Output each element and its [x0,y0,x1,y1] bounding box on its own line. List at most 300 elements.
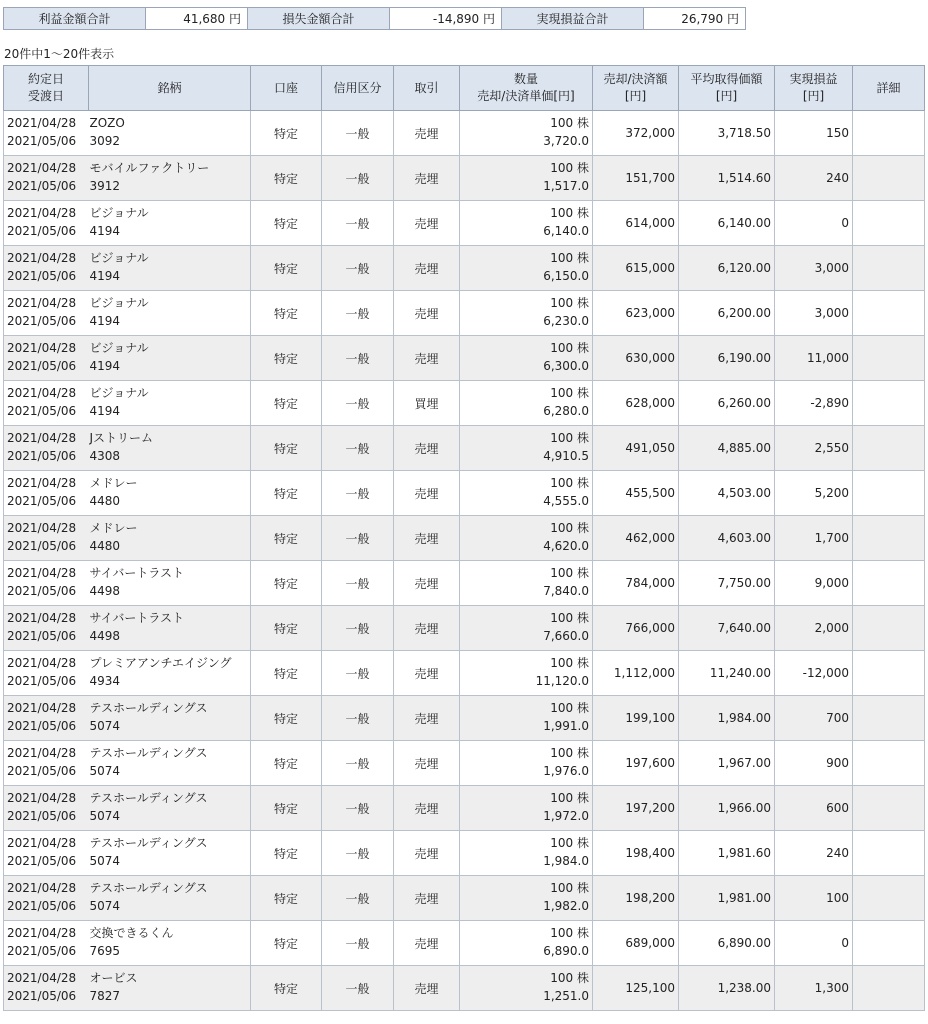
trade-date: 2021/04/28 [7,881,77,895]
credit-cell: 一般 [322,471,394,516]
stock-cell [89,561,251,606]
stock-cell [89,786,251,831]
quantity-cell [460,741,593,786]
settle-date: 2021/05/06 [7,134,77,148]
quantity-cell [460,381,593,426]
average-cost-cell: 7,750.00 [679,561,775,606]
detail-cell [853,471,925,516]
trade-type-cell: 売埋 [394,651,460,696]
stock-name: ビジョナル [89,206,149,220]
credit-cell: 一般 [322,786,394,831]
settle-date: 2021/05/06 [7,224,77,238]
header-amount [593,66,679,111]
realized-pl-cell: 100 [775,876,853,921]
unit-price: 1,991.0 [543,719,589,733]
detail-cell [853,336,925,381]
quantity: 100 株 [550,476,589,490]
average-cost-cell: 6,200.00 [679,291,775,336]
quantity: 100 株 [550,656,589,670]
settle-date: 2021/05/06 [7,809,77,823]
trade-type-cell: 売埋 [394,471,460,516]
trade-history-table [3,65,925,1011]
stock-code: 4194 [89,224,121,238]
settle-date: 2021/05/06 [7,854,77,868]
stock-code: 4194 [89,359,121,373]
settle-date: 2021/05/06 [7,899,77,913]
realized-pl-cell: 9,000 [775,561,853,606]
unit-price: 11,120.0 [535,674,589,688]
account-cell: 特定 [251,111,322,156]
summary-table [3,7,746,30]
trade-type-cell: 売埋 [394,606,460,651]
trade-date: 2021/04/28 [7,611,77,625]
stock-code: 3092 [89,134,121,148]
detail-cell [853,201,925,246]
stock-code: 5074 [89,899,121,913]
stock-code: 7695 [89,944,121,958]
quantity: 100 株 [550,611,589,625]
account-cell: 特定 [251,696,322,741]
settle-date: 2021/05/06 [7,449,77,463]
date-cell [4,516,89,561]
unit-price: 4,555.0 [543,494,589,508]
detail-cell [853,831,925,876]
account-cell: 特定 [251,741,322,786]
amount-cell: 491,050 [593,426,679,471]
table-row [4,921,925,966]
header-average-unit: [円] [715,89,738,103]
trade-date: 2021/04/28 [7,296,77,310]
quantity-cell [460,246,593,291]
stock-cell [89,246,251,291]
unit-price: 1,982.0 [543,899,589,913]
quantity-cell [460,966,593,1011]
date-cell [4,876,89,921]
average-cost-cell: 4,603.00 [679,516,775,561]
account-cell: 特定 [251,606,322,651]
average-cost-cell: 1,981.00 [679,876,775,921]
trade-type-cell: 売埋 [394,741,460,786]
account-cell: 特定 [251,876,322,921]
date-cell [4,696,89,741]
quantity-cell [460,831,593,876]
table-row [4,786,925,831]
settle-date: 2021/05/06 [7,359,77,373]
stock-code: 4480 [89,539,121,553]
realized-total-label: 実現損益合計 [502,8,644,30]
amount-cell: 630,000 [593,336,679,381]
credit-cell: 一般 [322,651,394,696]
date-cell [4,786,89,831]
stock-name: Jストリーム [89,431,154,445]
amount-cell: 628,000 [593,381,679,426]
amount-cell: 1,112,000 [593,651,679,696]
header-dates [4,66,89,111]
stock-cell [89,381,251,426]
unit-price: 3,720.0 [543,134,589,148]
date-cell [4,111,89,156]
quantity: 100 株 [550,116,589,130]
table-row [4,696,925,741]
stock-cell [89,111,251,156]
profit-total-label: 利益金額合計 [4,8,146,30]
stock-code: 4194 [89,269,121,283]
detail-cell [853,921,925,966]
unit-price: 7,660.0 [543,629,589,643]
stock-code: 5074 [89,854,121,868]
stock-code: 5074 [89,719,121,733]
date-cell [4,426,89,471]
table-row [4,336,925,381]
quantity: 100 株 [550,791,589,805]
trade-type-cell: 売埋 [394,291,460,336]
quantity: 100 株 [550,296,589,310]
amount-cell: 125,100 [593,966,679,1011]
average-cost-cell: 11,240.00 [679,651,775,696]
date-cell [4,921,89,966]
stock-code: 4308 [89,449,121,463]
account-cell: 特定 [251,291,322,336]
quantity-cell [460,696,593,741]
quantity: 100 株 [550,206,589,220]
account-cell: 特定 [251,966,322,1011]
unit-price: 7,840.0 [543,584,589,598]
detail-cell [853,876,925,921]
unit-price: 4,910.5 [543,449,589,463]
amount-cell: 623,000 [593,291,679,336]
amount-cell: 198,400 [593,831,679,876]
profit-total-value: 41,680 円 [146,8,248,30]
average-cost-cell: 1,984.00 [679,696,775,741]
average-cost-cell: 1,238.00 [679,966,775,1011]
date-cell [4,831,89,876]
unit-price: 1,972.0 [543,809,589,823]
average-cost-cell: 1,514.60 [679,156,775,201]
amount-cell: 197,200 [593,786,679,831]
settle-date: 2021/05/06 [7,404,77,418]
quantity-cell [460,876,593,921]
stock-code: 7827 [89,989,121,1003]
header-quantity [460,66,593,111]
stock-cell [89,831,251,876]
stock-name: テスホールディングス [89,791,208,805]
stock-cell [89,336,251,381]
credit-cell: 一般 [322,336,394,381]
stock-code: 3912 [89,179,121,193]
unit-price: 6,300.0 [543,359,589,373]
header-pl-label: 実現損益 [789,72,838,86]
trade-date: 2021/04/28 [7,116,77,130]
realized-pl-cell: -2,890 [775,381,853,426]
amount-cell: 197,600 [593,741,679,786]
table-row [4,561,925,606]
unit-price: 6,140.0 [543,224,589,238]
stock-name: ビジョナル [89,296,149,310]
realized-total-value: 26,790 円 [644,8,746,30]
stock-name: メドレー [89,476,138,490]
unit-price: 1,517.0 [543,179,589,193]
trade-date: 2021/04/28 [7,476,77,490]
result-count: 20件中1～20件表示 [4,47,115,61]
trade-date: 2021/04/28 [7,341,77,355]
header-credit: 信用区分 [322,66,394,111]
quantity-cell [460,471,593,516]
table-row [4,876,925,921]
quantity: 100 株 [550,881,589,895]
amount-cell: 198,200 [593,876,679,921]
header-account: 口座 [251,66,322,111]
account-cell: 特定 [251,921,322,966]
stock-name: ZOZO [89,116,125,130]
date-cell [4,606,89,651]
header-pl [775,66,853,111]
detail-cell [853,156,925,201]
quantity: 100 株 [550,386,589,400]
date-cell [4,651,89,696]
unit-price: 4,620.0 [543,539,589,553]
settle-date: 2021/05/06 [7,629,77,643]
amount-cell: 372,000 [593,111,679,156]
trade-type-cell: 売埋 [394,201,460,246]
average-cost-cell: 7,640.00 [679,606,775,651]
trade-date: 2021/04/28 [7,521,77,535]
account-cell: 特定 [251,651,322,696]
trade-date: 2021/04/28 [7,926,77,940]
header-average-label: 平均取得価額 [690,72,763,86]
account-cell: 特定 [251,831,322,876]
stock-name: テスホールディングス [89,746,208,760]
detail-cell [853,786,925,831]
quantity: 100 株 [550,566,589,580]
amount-cell: 784,000 [593,561,679,606]
trade-date: 2021/04/28 [7,746,77,760]
quantity: 100 株 [550,926,589,940]
stock-cell [89,201,251,246]
detail-cell [853,246,925,291]
stock-name: ビジョナル [89,251,149,265]
trade-type-cell: 売埋 [394,696,460,741]
settle-date: 2021/05/06 [7,764,77,778]
credit-cell: 一般 [322,111,394,156]
account-cell: 特定 [251,381,322,426]
table-row [4,246,925,291]
account-cell: 特定 [251,786,322,831]
trade-type-cell: 売埋 [394,516,460,561]
quantity: 100 株 [550,971,589,985]
credit-cell: 一般 [322,381,394,426]
date-cell [4,156,89,201]
quantity-cell [460,336,593,381]
stock-name: テスホールディングス [89,881,208,895]
date-cell [4,966,89,1011]
account-cell: 特定 [251,156,322,201]
realized-pl-cell: 11,000 [775,336,853,381]
trade-type-cell: 売埋 [394,426,460,471]
trade-date: 2021/04/28 [7,251,77,265]
date-cell [4,471,89,516]
credit-cell: 一般 [322,831,394,876]
detail-cell [853,111,925,156]
realized-pl-cell: -12,000 [775,651,853,696]
amount-cell: 462,000 [593,516,679,561]
trade-date: 2021/04/28 [7,791,77,805]
settle-date: 2021/05/06 [7,989,77,1003]
average-cost-cell: 1,981.60 [679,831,775,876]
realized-pl-cell: 1,700 [775,516,853,561]
quantity: 100 株 [550,431,589,445]
realized-pl-cell: 3,000 [775,291,853,336]
stock-name: テスホールディングス [89,701,208,715]
trade-date: 2021/04/28 [7,971,77,985]
realized-pl-cell: 2,000 [775,606,853,651]
account-cell: 特定 [251,471,322,516]
quantity-cell [460,651,593,696]
stock-cell [89,651,251,696]
detail-cell [853,561,925,606]
unit-price: 1,984.0 [543,854,589,868]
detail-cell [853,426,925,471]
stock-name: メドレー [89,521,138,535]
trade-date: 2021/04/28 [7,431,77,445]
quantity-cell [460,201,593,246]
credit-cell: 一般 [322,921,394,966]
stock-cell [89,966,251,1011]
average-cost-cell: 6,140.00 [679,201,775,246]
trade-type-cell: 売埋 [394,786,460,831]
table-row [4,831,925,876]
detail-cell [853,606,925,651]
table-row [4,426,925,471]
stock-name: ビジョナル [89,341,149,355]
amount-cell: 689,000 [593,921,679,966]
quantity-cell [460,291,593,336]
date-cell [4,336,89,381]
quantity-cell [460,606,593,651]
header-quantity-label: 数量 [513,72,538,86]
quantity: 100 株 [550,521,589,535]
realized-pl-cell: 240 [775,831,853,876]
settle-date: 2021/05/06 [7,179,77,193]
trade-type-cell: 売埋 [394,246,460,291]
stock-name: サイバートラスト [89,566,185,580]
table-row [4,471,925,516]
trade-date: 2021/04/28 [7,566,77,580]
trade-date: 2021/04/28 [7,836,77,850]
table-row [4,381,925,426]
table-row [4,651,925,696]
average-cost-cell: 6,120.00 [679,246,775,291]
date-cell [4,291,89,336]
credit-cell: 一般 [322,696,394,741]
stock-name: 交換できるくん [89,926,174,940]
account-cell: 特定 [251,516,322,561]
settle-date: 2021/05/06 [7,719,77,733]
settle-date: 2021/05/06 [7,269,77,283]
quantity-cell [460,786,593,831]
header-price-label: 売却/決済単価[円] [477,89,575,103]
average-cost-cell: 6,260.00 [679,381,775,426]
trade-type-cell: 売埋 [394,831,460,876]
quantity: 100 株 [550,341,589,355]
detail-cell [853,696,925,741]
stock-code: 4934 [89,674,121,688]
trade-date: 2021/04/28 [7,386,77,400]
realized-pl-cell: 0 [775,921,853,966]
trade-type-cell: 売埋 [394,966,460,1011]
unit-price: 6,280.0 [543,404,589,418]
amount-cell: 614,000 [593,201,679,246]
quantity-cell [460,561,593,606]
header-amount-unit: [円] [624,89,647,103]
stock-cell [89,696,251,741]
stock-name: サイバートラスト [89,611,185,625]
stock-cell [89,741,251,786]
account-cell: 特定 [251,201,322,246]
date-cell [4,561,89,606]
quantity-cell [460,426,593,471]
settle-date: 2021/05/06 [7,584,77,598]
trade-type-cell: 売埋 [394,156,460,201]
trade-date: 2021/04/28 [7,206,77,220]
header-row [4,66,925,111]
trade-type-cell: 売埋 [394,561,460,606]
trade-type-cell: 売埋 [394,876,460,921]
table-row [4,516,925,561]
realized-pl-cell: 1,300 [775,966,853,1011]
stock-cell [89,516,251,561]
average-cost-cell: 6,190.00 [679,336,775,381]
date-cell [4,201,89,246]
credit-cell: 一般 [322,156,394,201]
settle-date: 2021/05/06 [7,539,77,553]
trade-type-cell: 売埋 [394,336,460,381]
credit-cell: 一般 [322,246,394,291]
trade-type-cell: 買埋 [394,381,460,426]
stock-code: 4498 [89,629,121,643]
unit-price: 1,251.0 [543,989,589,1003]
account-cell: 特定 [251,561,322,606]
realized-pl-cell: 240 [775,156,853,201]
header-settle-date: 受渡日 [27,89,64,103]
realized-pl-cell: 0 [775,201,853,246]
header-trade-date: 約定日 [27,72,64,86]
stock-cell [89,606,251,651]
credit-cell: 一般 [322,561,394,606]
stock-code: 5074 [89,809,121,823]
detail-cell [853,651,925,696]
realized-pl-cell: 150 [775,111,853,156]
unit-price: 6,230.0 [543,314,589,328]
credit-cell: 一般 [322,201,394,246]
date-cell [4,381,89,426]
quantity: 100 株 [550,701,589,715]
account-cell: 特定 [251,336,322,381]
settle-date: 2021/05/06 [7,674,77,688]
table-row [4,201,925,246]
settle-date: 2021/05/06 [7,944,77,958]
amount-cell: 455,500 [593,471,679,516]
quantity-cell [460,156,593,201]
detail-cell [853,291,925,336]
account-cell: 特定 [251,426,322,471]
credit-cell: 一般 [322,516,394,561]
table-row [4,291,925,336]
trade-type-cell: 売埋 [394,111,460,156]
average-cost-cell: 6,890.00 [679,921,775,966]
credit-cell: 一般 [322,966,394,1011]
stock-code: 4194 [89,314,121,328]
stock-name: オービス [89,971,138,985]
